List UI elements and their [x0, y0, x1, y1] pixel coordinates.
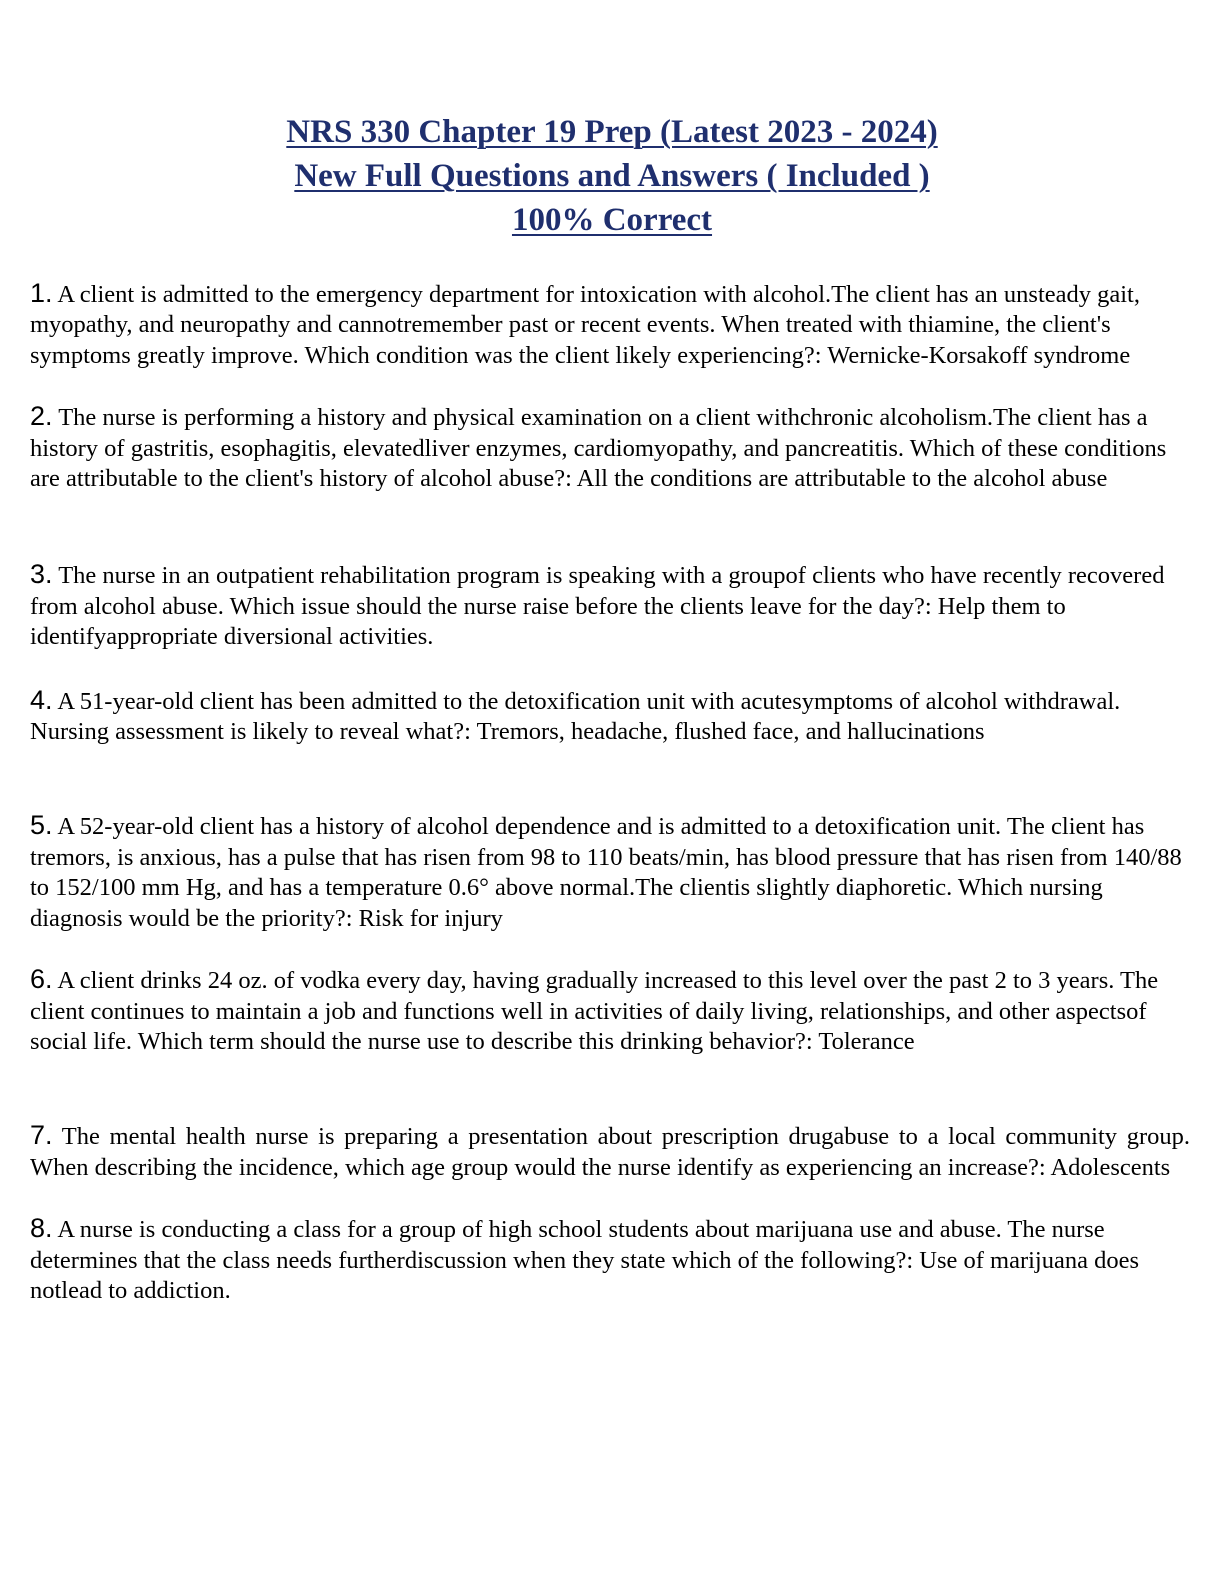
question-text: A client is admitted to the emergency department for intoxication with alcohol.The client has an unsteady gait, myopathy, and neuropathy and cannotremember past or recent events. When treated with thiamine, the client's symptoms greatly improve. Which condition was the client likely experiencing?: Wernicke-Korsakoff syndrome — [30, 281, 1140, 369]
question-7 — [30, 1120, 1190, 1183]
title-line-3: 100% Correct — [511, 202, 713, 238]
question-list — [30, 278, 1190, 1306]
question-number: 2. — [30, 401, 53, 432]
question-text: The nurse is performing a history and physical examination on a client withchronic alcoholism.The client has a history of gastritis, esophagitis, elevatedliver enzymes, cardiomyopathy, and pancreatitis. Which of these conditions are attributable to the client's history of alcohol abuse?: All the conditions are attributable to the alcohol abuse — [30, 404, 1167, 493]
question-text: A nurse is conducting a class for a group of high school students about marijuana use and abuse. The nurse determines that the class needs furtherdiscussion when they state which of the following?: Use of marijuana does notlead to addiction. — [30, 1216, 1139, 1304]
question-number: 5. — [30, 810, 53, 841]
question-text: The mental health nurse is preparing a presentation about prescription drugabuse to a local community group. When describing the incidence, which age group would the nurse identify as experiencing an increase?: Adolescents — [30, 1123, 1190, 1181]
question-5 — [30, 810, 1190, 934]
question-text: A client drinks 24 oz. of vodka every day, having gradually increased to this level over the past 2 to 3 years. The client continues to maintain a job and functions well in activities of daily living, relationships, and other aspectsof social life. Which term should the nurse use to describe this drinking behavior?: Tolerance — [30, 967, 1159, 1055]
document-title — [0, 110, 1224, 242]
question-number: 8. — [30, 1213, 53, 1244]
question-4 — [30, 685, 1190, 748]
question-number: 1. — [30, 278, 53, 308]
title-line-1: NRS 330 Chapter 19 Prep (Latest 2023 - 2024) — [286, 114, 938, 150]
question-number: 4. — [30, 684, 53, 715]
question-text: A 51-year-old client has been admitted to the detoxification unit with acutesymptoms of alcohol withdrawal. Nursing assessment is likely to reveal what?: Tremors, headache, flushed face, and hallucinations — [30, 687, 1121, 746]
question-6 — [30, 964, 1190, 1057]
question-number: 3. — [30, 559, 53, 590]
title-line-2: New Full Questions and Answers ( Included ) — [294, 158, 930, 194]
question-3 — [30, 559, 1190, 652]
question-1 — [30, 278, 1190, 371]
question-number: 7. — [30, 1120, 53, 1151]
question-8 — [30, 1213, 1190, 1306]
question-2 — [30, 401, 1190, 494]
question-text: The nurse in an outpatient rehabilitation program is speaking with a groupof clients who have recently recovered from alcohol abuse. Which issue should the nurse raise before the clients leave for the day?: Help them to identifyappropriate diversional activities. — [30, 562, 1165, 651]
question-text: A 52-year-old client has a history of alcohol dependence and is admitted to a detoxification unit. The client has tremors, is anxious, has a pulse that has risen from 98 to 110 beats/min, has blood pressure that has risen from 140/88 to 152/100 mm Hg, and has a temperature 0.6° above normal.The clientis slightly diaphoretic. Which nursing diagnosis would be the priority?: Risk for injury — [30, 813, 1182, 932]
question-number: 6. — [30, 964, 53, 995]
